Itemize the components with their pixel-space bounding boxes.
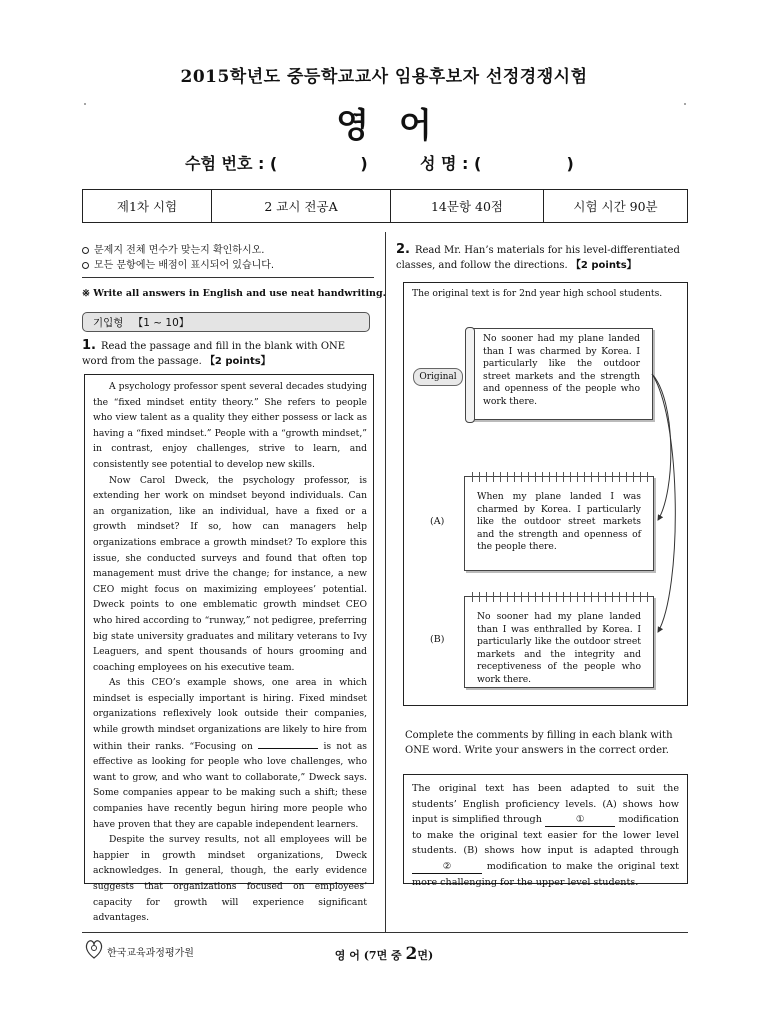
passage-paragraph: As this CEO’s example shows, one area in which mindset is especially important is hiring. Fixed mindset organizations reflexively look outside their companies, while growth mindset organizations are likely to hire from within their ranks. “Focusing on is not as effective as looking for people who love challenges, who want to grow, and who want to collaborate,” Dweck says. Some companies appear to be making such a shift; these companies have recently begun hiring more people who have proven that they are capable independent learners.	[93, 677, 368, 830]
answer-blank	[258, 738, 318, 749]
spiral-rings-icon	[469, 472, 649, 482]
info-session: 제1차 시험	[83, 190, 212, 223]
circle-bullet-icon	[82, 262, 89, 269]
write-instruction: ※ Write all answers in English and use neat handwriting.	[82, 288, 386, 299]
passage-paragraph: Despite the survey results, not all employees will be happier in growth mindset organizations, Dweck acknowledges. In general, though, the early evidence suggests that organizations focused on employees’ capacity for growth will experience significant advantages.	[93, 834, 367, 924]
materials-intro: The original text is for 2nd year high school students.	[412, 288, 663, 299]
question-2-instruction: 2. Read Mr. Han’s materials for his level-differentiated classes, and follow the directions. 【2 points】	[396, 242, 680, 271]
spiral-rings-icon	[469, 592, 649, 602]
page-indicator: 영 어 (7면 중 2면)	[334, 944, 434, 964]
answer-blank-2: ②	[412, 861, 482, 874]
question-1-passage	[84, 374, 374, 924]
subject-title: 영어	[336, 106, 462, 146]
exam-number-label: 수험 번호 : ( )	[185, 154, 368, 173]
adaptation-arrows-icon	[640, 360, 680, 650]
org-name: 한국교육과정평가원	[107, 948, 194, 959]
a-tag: (A)	[430, 516, 445, 527]
version-a-note: When my plane landed I was charmed by Korea. I particularly like the outdoor street markets and the strength and openness of the people there.	[464, 476, 654, 571]
answer-comment-box: The original text has been adapted to suit the students’ English proficiency levels. (A) shows how input is simplified through ① modification to make the original text easier for the lower level students. (B) shows how input is adapted through ② modification to make the original text more challenging for the upper level students.	[403, 774, 688, 884]
notice-item: 모든 문항에는 배점이 표시되어 있습니다.	[82, 258, 274, 273]
info-items: 14문항 40점	[391, 190, 544, 223]
notices	[82, 243, 274, 273]
footer-divider	[82, 932, 688, 933]
original-tag: Original	[413, 368, 463, 386]
passage-paragraph: Now Carol Dweck, the psychology professor, is extending her work on mindset beyond individuals. Can an organization, like an individual, have a fixed or a growth mindset? If so, how can managers help organizations embrace a growth mindset? To explore this issue, she conducted surveys and found that often top management must drive the change; for instance, a new CEO might focus on maximizing employees’ potential. Dweck points to one emblematic growth mindset CEO who hired according to “runway,” not pedigree, preferring big state university graduates and military veterans to Ivy Leaguers, and spent thousands of hours grooming and coaching employees on his executive team.	[93, 474, 367, 673]
b-tag: (B)	[430, 634, 445, 645]
exam-title: 2015학년도 중등학교교사 임용후보자 선정경쟁시험	[180, 67, 588, 87]
original-text-scroll: No sooner had my plane landed than I was charmed by Korea. I particularly like the outdoor street markets and the strength and openness of the people who work there.	[470, 328, 653, 420]
question-1-instruction: 1. Read the passage and fill in the blank with ONE word from the passage. 【2 points】	[82, 338, 346, 367]
answer-blank-1: ①	[545, 814, 615, 827]
exam-info-table	[82, 189, 688, 223]
column-divider	[385, 232, 386, 932]
margin-dot	[684, 103, 686, 105]
margin-dot	[84, 103, 86, 105]
notice-item: 문제지 전체 면수가 맞는지 확인하시오.	[82, 243, 274, 258]
section-header: 기입형 【1 ~ 10】	[82, 312, 370, 332]
notice-divider	[82, 277, 374, 278]
circle-bullet-icon	[82, 247, 89, 254]
complete-instruction: Complete the comments by filling in each blank with ONE word. Write your answers in the correct order.	[405, 730, 673, 756]
passage-paragraph: A psychology professor spent several decades studying the “fixed mindset entity theory.” She refers to people who view talent as a quality they either possess or lack as having a “fixed mindset.” People with a “growth mindset,” in contrast, enjoy challenges, strive to learn, and consistently see potential to develop new skills.	[93, 381, 367, 470]
version-b-note: No sooner had my plane landed than I was enthralled by Korea. I particularly like the outdoor street markets and the integrity and receptiveness of the people who work there.	[464, 596, 654, 688]
info-time: 시험 시간 90분	[544, 190, 688, 223]
name-label: 성 명 : ( )	[420, 154, 574, 173]
info-period: 2 교시 전공A	[212, 190, 391, 223]
